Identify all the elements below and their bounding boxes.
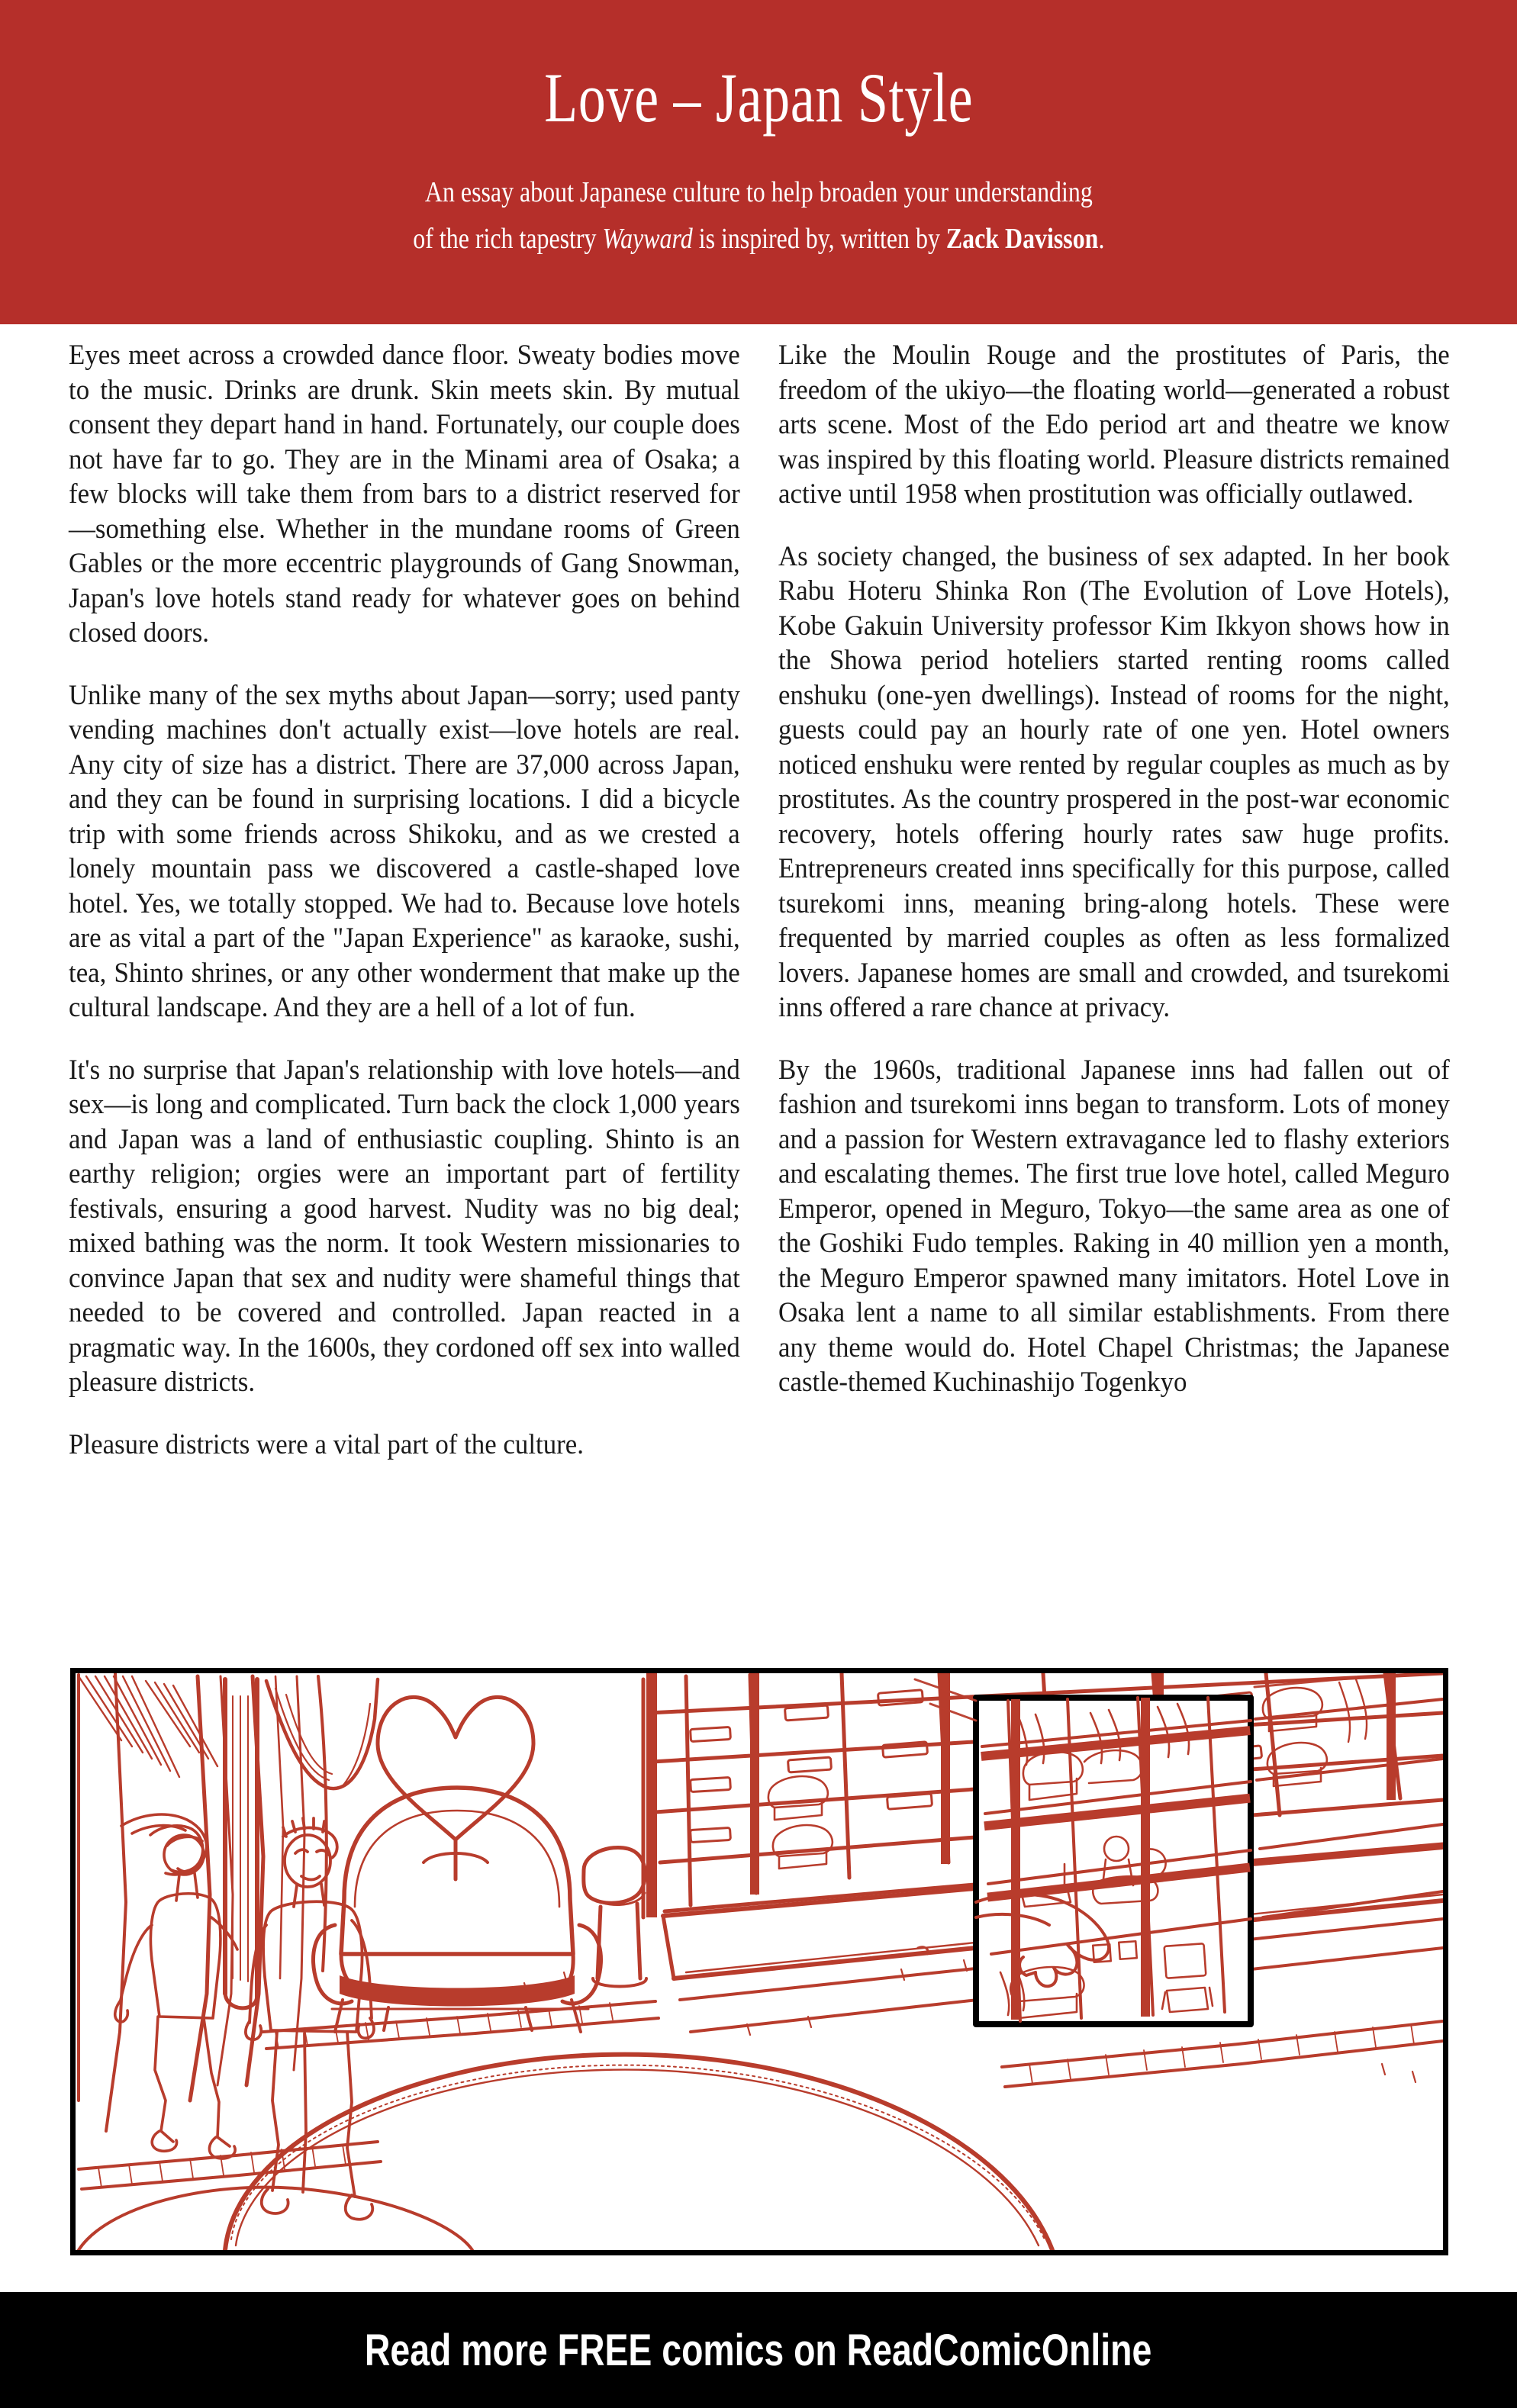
footer-banner[interactable] [0,2292,1517,2408]
subtitle-series-name: Wayward [602,222,693,255]
two-column-layout [69,324,1448,1462]
paragraph: As society changed, the business of sex adapted. In her book Rabu Hoteru Shinka Ron (The Evolution of Love Hotels), Kobe Gakuin University professor Kim Ikkyon shows how in the Showa period hoteliers started renting rooms called enshuku (one-yen dwellings). Instead of rooms for the night, guests could pay an hourly rate of one yen. Hotel owners noticed enshuku were rented by regular couples as much as by prostitutes. As the country prospered in the post-war economic recovery, hotels offering hourly rates saw huge profits. Entrepreneurs created inns specifically for this purpose, called tsurekomi inns, meaning bring-along hotels. These were frequented by married couples as often as less formalized lovers. Japanese homes are small and crowded, and tsurekomi inns offered a rare chance at privacy. [778,540,1450,1023]
subtitle-prefix: of the rich tapestry [412,222,603,255]
comic-artwork [76,1673,1443,2250]
comic-illustration-panel [70,1668,1448,2255]
paragraph: Unlike many of the sex myths about Japan—sorry; used panty vending machines don't actually exist—love hotels are real. Any city of size has a district. There are 37,000 across Japan, and they can be found in surprising locations. I did a bicycle trip with some friends across Shikoku, and as we crested a lonely mountain pass we discovered a castle-shaped love hotel. Yes, we totally stopped. We had to. Because love hotels are as vital a part of the "Japan Experience" as karaoke, sushi, tea, Shinto shrines, or any other wonderment that make up the cultural landscape. And they are a hell of a lot of fun. [69,679,740,1023]
paragraph: Pleasure districts were a vital part of the culture. [69,1428,584,1460]
right-text-column [778,338,1450,1462]
subtitle-author-name: Zack Davisson [945,222,1099,255]
paragraph: Eyes meet across a crowded dance floor. Sweaty bodies move to the music. Drinks are drunk. Skin meets skin. By mutual consent they depart hand in hand. Fortunately, our couple does not have far to go. They are in the Minami area of Osaka; a few blocks will take them from bars to a district reserved for—something else. Whether in the mundane rooms of Green Gables or the more eccentric playgrounds of Gang Snowman, Japan's love hotels stand ready for whatever goes on behind closed doors. [69,340,740,649]
page-title: Love – Japan Style [543,59,974,137]
essay-content-area [0,324,1517,1462]
footer-promo-text[interactable]: Read more FREE comics on ReadComicOnline [365,2325,1152,2375]
subtitle-middle: is inspired by, written by [692,222,946,255]
paragraph: By the 1960s, traditional Japanese inns had fallen out of fashion and tsurekomi inns began to transform. Lots of money and a passion for Western extravagance led to flashy exteriors and escalating themes. The first true love hotel, called Meguro Emperor, opened in Meguro, Tokyo—the same area as one of the Goshiki Fudo temples. Raking in 40 million yen a month, the Meguro Emperor spawned many imitators. Hotel Love in Osaka lent a name to all similar establishments. From there any theme would do. Hotel Chapel Christmas; the Japanese castle-themed Kuchinashijo Togenkyo [778,1054,1450,1398]
left-text-column [69,338,740,1462]
essay-header-band [0,0,1517,324]
essay-subtitle-line-2 [413,216,1104,262]
essay-subtitle-line-1: An essay about Japanese culture to help broaden your understanding [424,176,1093,208]
essay-subtitle [413,169,1104,262]
subtitle-period: . [1098,222,1105,255]
paragraph: Like the Moulin Rouge and the prostitutes of Paris, the freedom of the ukiyo—the floating world—generated a robust arts scene. Most of the Edo period art and theatre we know was inspired by this floating world. Pleasure districts remained active until 1958 when prostitution was officially outlawed. [778,340,1450,510]
paragraph: It's no surprise that Japan's relationship with love hotels—and sex—is long and complicated. Turn back the clock 1,000 years and Japan was a land of enthusiastic coupling. Shinto is an earthy religion; orgies were an important part of fertility festivals, ensuring a good harvest. Nudity was no big deal; mixed bathing was the norm. It took Western missionaries to convince Japan that sex and nudity were shameful things that needed to be covered and controlled. Japan reacted in a pragmatic way. In the 1600s, they cordoned off sex into walled pleasure districts. [69,1054,740,1398]
